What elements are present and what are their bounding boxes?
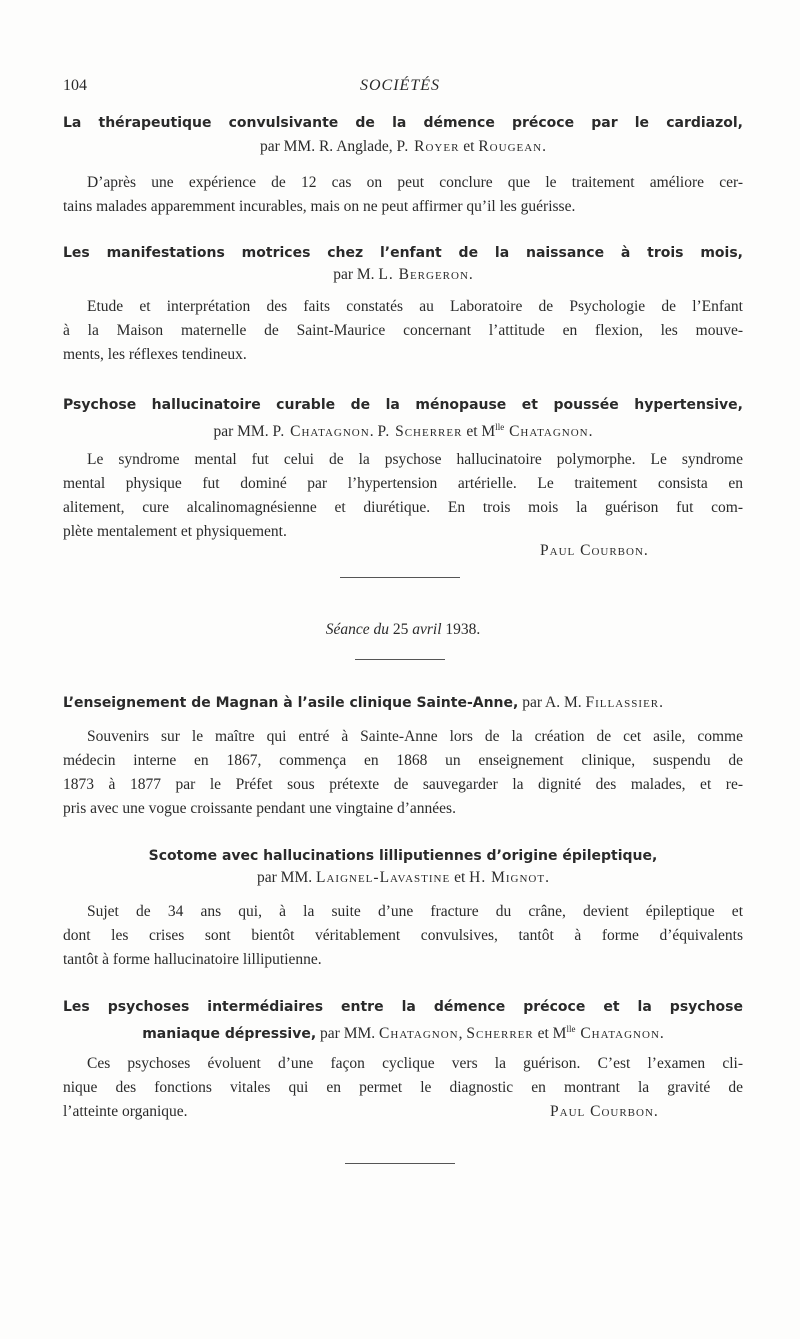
section-6-body-line: nique des fonctions vitales qui en permet le diagnostic en montrant la gravité de xyxy=(63,1079,743,1096)
running-title: SOCIÉTÉS xyxy=(360,77,440,94)
section-5-body-line: tantôt à forme hallucinatoire lilliputienne. xyxy=(63,951,322,968)
section-4-body-line: pris avec une vogue croissante pendant une vingtaine d’années. xyxy=(63,800,456,817)
section-6-body-line: l’atteinte organique. xyxy=(63,1103,188,1120)
separator-rule xyxy=(355,659,445,660)
section-2-body-line: à la Maison maternelle de Saint-Maurice concernant l’attitude en flexion, les mouve- xyxy=(63,322,743,339)
separator-rule xyxy=(340,577,460,578)
section-1-authors: par MM. R. Anglade, P. Royer et Rougean. xyxy=(259,138,546,155)
section-3-body-line: alitement, cure alcalinomagnésienne et diurétique. En trois mois la guérison fut com- xyxy=(63,499,743,516)
section-3-authors: par MM. P. Chatagnon. P. Scherrer et $M^{lle}$ Chatagnon. xyxy=(213,422,593,441)
section-2-title: Les manifestations motrices chez l’enfant de la naissance à trois mois, xyxy=(63,245,743,261)
section-6-signature: Paul Courbon. xyxy=(550,1103,659,1120)
separator-rule xyxy=(345,1163,455,1164)
section-6-body-line: Ces psychoses évoluent d’une façon cyclique vers la guérison. C’est l’examen cli- xyxy=(87,1055,743,1072)
section-5-body-line: dont les crises sont bientôt véritablement convulsives, tantôt à forme d’équivalents xyxy=(63,927,743,944)
section-2-body-line: ments, les réflexes tendineux. xyxy=(63,346,247,363)
section-4-heading: L’enseignement de Magnan à l’asile clinique Sainte-Anne, par A. M. Fillassier. xyxy=(63,694,664,711)
section-5-title: Scotome avec hallucinations lilliputiennes d’origine épileptique, xyxy=(148,848,658,864)
section-3-body-line: mental physique fut dominé par l’hypertension artérielle. Le traitement consista en xyxy=(63,475,743,492)
section-5-body-line: Sujet de 34 ans qui, à la suite d’une fracture du crâne, devient épileptique et xyxy=(87,903,743,920)
section-2-body-line: Etude et interprétation des faits constatés au Laboratoire de Psychologie de l’Enfant xyxy=(87,298,743,315)
section-6-title: Les psychoses intermédiaires entre la démence précoce et la psychose xyxy=(63,999,743,1015)
section-6-title-cont: maniaque dépressive, par MM. Chatagnon, Scherrer et $M^{lle}$ Chatagnon. xyxy=(142,1024,664,1043)
section-3-signature: Paul Courbon. xyxy=(540,542,649,559)
section-5-authors: par MM. Laignel-Lavastine et H. Mignot. xyxy=(257,869,549,886)
section-2-authors: par M. L. Bergeron. xyxy=(333,266,473,283)
section-1-title: La thérapeutique convulsivante de la démence précoce par le cardiazol, xyxy=(63,115,743,131)
section-1-body-line: tains malades apparemment incurables, mais on ne peut affirmer qu’il les guérisse. xyxy=(63,198,576,215)
page-number: 104 xyxy=(63,77,87,94)
section-4-body-line: 1873 à 1877 par le Préfet sous prétexte de sauvegarder la dignité des malades, et re- xyxy=(63,776,743,793)
section-3-body-line: Le syndrome mental fut celui de la psychose hallucinatoire polymorphe. Le syndrome xyxy=(87,451,743,468)
section-4-body-line: Souvenirs sur le maître qui entré à Sainte-Anne lors de la création de cet asile, comme xyxy=(87,728,743,745)
section-1-body-line: D’après une expérience de 12 cas on peut conclure que le traitement améliore cer- xyxy=(87,174,743,191)
section-3-title: Psychose hallucinatoire curable de la ménopause et poussée hypertensive, xyxy=(63,397,743,413)
section-4-body-line: médecin interne en 1867, commença en 1868 un enseignement clinique, suspendu de xyxy=(63,752,743,769)
session-date: Séance du 25 avril 1938. xyxy=(325,621,481,638)
section-3-body-line: plète mentalement et physiquement. xyxy=(63,523,287,540)
